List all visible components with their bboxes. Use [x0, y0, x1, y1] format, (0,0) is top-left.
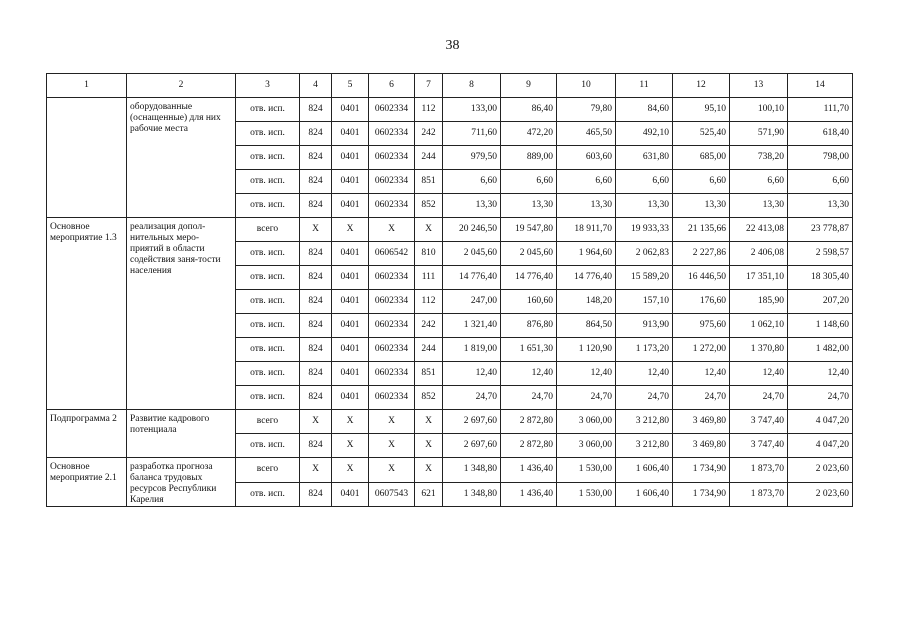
code-cell: 244: [415, 338, 443, 362]
amount-cell: 207,20: [788, 290, 853, 314]
amount-cell: 2 406,08: [730, 242, 788, 266]
amount-cell: 1 530,00: [557, 458, 616, 483]
amount-cell: 133,00: [443, 98, 501, 122]
table-body: [47, 74, 853, 507]
code-cell: 851: [415, 170, 443, 194]
amount-cell: 84,60: [616, 98, 673, 122]
amount-cell: 20 246,50: [443, 218, 501, 242]
amount-cell: 603,60: [557, 146, 616, 170]
amount-cell: 1 873,70: [730, 458, 788, 483]
amount-cell: 86,40: [501, 98, 557, 122]
amount-cell: 1 819,00: [443, 338, 501, 362]
executor-cell: отв. исп.: [236, 386, 300, 410]
column-header: 3: [236, 74, 300, 98]
amount-cell: 3 212,80: [616, 410, 673, 434]
column-header: 14: [788, 74, 853, 98]
program-description: оборудованные (оснащенные) для них рабочие места: [127, 98, 236, 218]
amount-cell: 1 321,40: [443, 314, 501, 338]
code-cell: 0602334: [369, 170, 415, 194]
code-cell: 824: [300, 482, 332, 507]
code-cell: 0401: [332, 242, 369, 266]
program-name: Основное мероприятие 2.1: [47, 458, 127, 507]
amount-cell: 22 413,08: [730, 218, 788, 242]
amount-cell: 160,60: [501, 290, 557, 314]
code-cell: Х: [415, 218, 443, 242]
code-cell: 0602334: [369, 362, 415, 386]
amount-cell: 6,60: [616, 170, 673, 194]
amount-cell: 24,70: [501, 386, 557, 410]
executor-cell: отв. исп.: [236, 434, 300, 458]
amount-cell: 12,40: [443, 362, 501, 386]
amount-cell: 2 697,60: [443, 434, 501, 458]
column-header: 12: [673, 74, 730, 98]
executor-cell: отв. исп.: [236, 146, 300, 170]
amount-cell: 148,20: [557, 290, 616, 314]
executor-cell: всего: [236, 410, 300, 434]
code-cell: 0602334: [369, 386, 415, 410]
executor-cell: отв. исп.: [236, 194, 300, 218]
amount-cell: 3 747,40: [730, 434, 788, 458]
code-cell: Х: [415, 410, 443, 434]
program-description: Развитие кадрового потенциала: [127, 410, 236, 458]
table-row: [47, 218, 853, 242]
code-cell: 0602334: [369, 194, 415, 218]
amount-cell: 1 062,10: [730, 314, 788, 338]
amount-cell: 889,00: [501, 146, 557, 170]
amount-cell: 2 045,60: [501, 242, 557, 266]
amount-cell: 975,60: [673, 314, 730, 338]
code-cell: 824: [300, 194, 332, 218]
amount-cell: 6,60: [673, 170, 730, 194]
code-cell: 0606542: [369, 242, 415, 266]
amount-cell: 1 348,80: [443, 482, 501, 507]
amount-cell: 18 911,70: [557, 218, 616, 242]
amount-cell: 465,50: [557, 122, 616, 146]
amount-cell: 24,70: [730, 386, 788, 410]
amount-cell: 1 272,00: [673, 338, 730, 362]
executor-cell: отв. исп.: [236, 98, 300, 122]
amount-cell: 176,60: [673, 290, 730, 314]
code-cell: 824: [300, 242, 332, 266]
code-cell: 824: [300, 338, 332, 362]
amount-cell: 95,10: [673, 98, 730, 122]
amount-cell: 571,90: [730, 122, 788, 146]
code-cell: 0607543: [369, 482, 415, 507]
amount-cell: 19 933,33: [616, 218, 673, 242]
code-cell: 852: [415, 194, 443, 218]
code-cell: 0602334: [369, 290, 415, 314]
code-cell: 0401: [332, 266, 369, 290]
amount-cell: 3 212,80: [616, 434, 673, 458]
amount-cell: 79,80: [557, 98, 616, 122]
amount-cell: 1 436,40: [501, 482, 557, 507]
amount-cell: 1 734,90: [673, 458, 730, 483]
table-row: [47, 410, 853, 434]
amount-cell: 1 120,90: [557, 338, 616, 362]
executor-cell: отв. исп.: [236, 290, 300, 314]
amount-cell: 3 060,00: [557, 410, 616, 434]
code-cell: 824: [300, 122, 332, 146]
amount-cell: 185,90: [730, 290, 788, 314]
code-cell: 112: [415, 290, 443, 314]
code-cell: 0401: [332, 362, 369, 386]
amount-cell: 1 606,40: [616, 458, 673, 483]
amount-cell: 12,40: [501, 362, 557, 386]
amount-cell: 492,10: [616, 122, 673, 146]
amount-cell: 111,70: [788, 98, 853, 122]
amount-cell: 1 173,20: [616, 338, 673, 362]
executor-cell: всего: [236, 218, 300, 242]
amount-cell: 6,60: [730, 170, 788, 194]
header-row: [47, 74, 853, 98]
code-cell: 824: [300, 362, 332, 386]
code-cell: 0401: [332, 170, 369, 194]
code-cell: 0401: [332, 338, 369, 362]
amount-cell: 631,80: [616, 146, 673, 170]
column-header: 5: [332, 74, 369, 98]
code-cell: 0602334: [369, 98, 415, 122]
page-number: 38: [445, 38, 460, 53]
column-header: 2: [127, 74, 236, 98]
column-header: 1: [47, 74, 127, 98]
program-description: реализация допол-нительных меро-приятий в области содействия заня-тости населения: [127, 218, 236, 410]
code-cell: 242: [415, 122, 443, 146]
amount-cell: 3 469,80: [673, 434, 730, 458]
code-cell: Х: [332, 218, 369, 242]
amount-cell: 2 872,80: [501, 410, 557, 434]
amount-cell: 2 023,60: [788, 458, 853, 483]
code-cell: 0401: [332, 146, 369, 170]
amount-cell: 13,30: [616, 194, 673, 218]
column-header: 7: [415, 74, 443, 98]
executor-cell: отв. исп.: [236, 122, 300, 146]
code-cell: 852: [415, 386, 443, 410]
code-cell: 0401: [332, 290, 369, 314]
executor-cell: отв. исп.: [236, 170, 300, 194]
amount-cell: 12,40: [616, 362, 673, 386]
executor-cell: всего: [236, 458, 300, 483]
amount-cell: 711,60: [443, 122, 501, 146]
amount-cell: 16 446,50: [673, 266, 730, 290]
amount-cell: 247,00: [443, 290, 501, 314]
executor-cell: отв. исп.: [236, 314, 300, 338]
column-header: 10: [557, 74, 616, 98]
code-cell: 851: [415, 362, 443, 386]
column-header: 11: [616, 74, 673, 98]
amount-cell: 13,30: [557, 194, 616, 218]
amount-cell: 913,90: [616, 314, 673, 338]
code-cell: 824: [300, 314, 332, 338]
amount-cell: 6,60: [557, 170, 616, 194]
amount-cell: 24,70: [788, 386, 853, 410]
amount-cell: 17 351,10: [730, 266, 788, 290]
amount-cell: 6,60: [443, 170, 501, 194]
amount-cell: 4 047,20: [788, 434, 853, 458]
code-cell: Х: [300, 458, 332, 483]
amount-cell: 1 606,40: [616, 482, 673, 507]
amount-cell: 3 060,00: [557, 434, 616, 458]
amount-cell: 13,30: [501, 194, 557, 218]
amount-cell: 24,70: [616, 386, 673, 410]
amount-cell: 4 047,20: [788, 410, 853, 434]
amount-cell: 979,50: [443, 146, 501, 170]
program-name: Основное мероприятие 1.3: [47, 218, 127, 410]
code-cell: Х: [332, 410, 369, 434]
code-cell: 0401: [332, 482, 369, 507]
amount-cell: 12,40: [673, 362, 730, 386]
amount-cell: 864,50: [557, 314, 616, 338]
amount-cell: 472,20: [501, 122, 557, 146]
column-header: 6: [369, 74, 415, 98]
code-cell: 244: [415, 146, 443, 170]
code-cell: Х: [369, 458, 415, 483]
amount-cell: 2 045,60: [443, 242, 501, 266]
amount-cell: 21 135,66: [673, 218, 730, 242]
executor-cell: отв. исп.: [236, 242, 300, 266]
amount-cell: 1 651,30: [501, 338, 557, 362]
code-cell: 0602334: [369, 146, 415, 170]
amount-cell: 1 734,90: [673, 482, 730, 507]
code-cell: 824: [300, 386, 332, 410]
amount-cell: 18 305,40: [788, 266, 853, 290]
amount-cell: 23 778,87: [788, 218, 853, 242]
amount-cell: 2 872,80: [501, 434, 557, 458]
code-cell: Х: [332, 434, 369, 458]
amount-cell: 100,10: [730, 98, 788, 122]
code-cell: 0401: [332, 122, 369, 146]
amount-cell: 12,40: [557, 362, 616, 386]
amount-cell: 15 589,20: [616, 266, 673, 290]
amount-cell: 2 598,57: [788, 242, 853, 266]
amount-cell: 14 776,40: [501, 266, 557, 290]
code-cell: Х: [332, 458, 369, 483]
code-cell: 242: [415, 314, 443, 338]
amount-cell: 876,80: [501, 314, 557, 338]
column-header: 4: [300, 74, 332, 98]
amount-cell: 3 747,40: [730, 410, 788, 434]
amount-cell: 6,60: [788, 170, 853, 194]
program-description: разработка прогноза баланса трудовых ресурсов Республики Карелия: [127, 458, 236, 507]
amount-cell: 1 530,00: [557, 482, 616, 507]
amount-cell: 6,60: [501, 170, 557, 194]
code-cell: 810: [415, 242, 443, 266]
amount-cell: 13,30: [443, 194, 501, 218]
amount-cell: 13,30: [788, 194, 853, 218]
code-cell: 824: [300, 98, 332, 122]
amount-cell: 1 873,70: [730, 482, 788, 507]
amount-cell: 525,40: [673, 122, 730, 146]
code-cell: Х: [415, 458, 443, 483]
code-cell: 0401: [332, 98, 369, 122]
code-cell: 112: [415, 98, 443, 122]
code-cell: Х: [415, 434, 443, 458]
code-cell: 824: [300, 266, 332, 290]
amount-cell: 738,20: [730, 146, 788, 170]
amount-cell: 157,10: [616, 290, 673, 314]
amount-cell: 14 776,40: [443, 266, 501, 290]
column-header: 8: [443, 74, 501, 98]
amount-cell: 13,30: [730, 194, 788, 218]
amount-cell: 2 023,60: [788, 482, 853, 507]
amount-cell: 2 062,83: [616, 242, 673, 266]
code-cell: 0602334: [369, 314, 415, 338]
amount-cell: 24,70: [557, 386, 616, 410]
code-cell: 621: [415, 482, 443, 507]
code-cell: Х: [300, 218, 332, 242]
code-cell: 111: [415, 266, 443, 290]
code-cell: Х: [369, 434, 415, 458]
program-name: Подпрограмма 2: [47, 410, 127, 458]
budget-table: [46, 73, 853, 507]
amount-cell: 618,40: [788, 122, 853, 146]
code-cell: 0401: [332, 314, 369, 338]
amount-cell: 3 469,80: [673, 410, 730, 434]
amount-cell: 1 964,60: [557, 242, 616, 266]
column-header: 13: [730, 74, 788, 98]
amount-cell: 24,70: [443, 386, 501, 410]
amount-cell: 2 227,86: [673, 242, 730, 266]
executor-cell: отв. исп.: [236, 338, 300, 362]
amount-cell: 13,30: [673, 194, 730, 218]
executor-cell: отв. исп.: [236, 266, 300, 290]
amount-cell: 12,40: [730, 362, 788, 386]
amount-cell: 685,00: [673, 146, 730, 170]
code-cell: Х: [369, 218, 415, 242]
amount-cell: 1 436,40: [501, 458, 557, 483]
code-cell: 824: [300, 146, 332, 170]
code-cell: Х: [300, 410, 332, 434]
code-cell: 0602334: [369, 266, 415, 290]
amount-cell: 1 148,60: [788, 314, 853, 338]
amount-cell: 1 370,80: [730, 338, 788, 362]
column-header: 9: [501, 74, 557, 98]
amount-cell: 19 547,80: [501, 218, 557, 242]
program-name: [47, 98, 127, 218]
amount-cell: 24,70: [673, 386, 730, 410]
amount-cell: 1 348,80: [443, 458, 501, 483]
amount-cell: 798,00: [788, 146, 853, 170]
executor-cell: отв. исп.: [236, 362, 300, 386]
code-cell: 0401: [332, 386, 369, 410]
executor-cell: отв. исп.: [236, 482, 300, 507]
table-row: [47, 98, 853, 122]
amount-cell: 14 776,40: [557, 266, 616, 290]
code-cell: 824: [300, 434, 332, 458]
code-cell: 824: [300, 290, 332, 314]
code-cell: Х: [369, 410, 415, 434]
code-cell: 0602334: [369, 338, 415, 362]
code-cell: 824: [300, 170, 332, 194]
amount-cell: 12,40: [788, 362, 853, 386]
amount-cell: 1 482,00: [788, 338, 853, 362]
code-cell: 0602334: [369, 122, 415, 146]
table-row: [47, 458, 853, 483]
code-cell: 0401: [332, 194, 369, 218]
amount-cell: 2 697,60: [443, 410, 501, 434]
